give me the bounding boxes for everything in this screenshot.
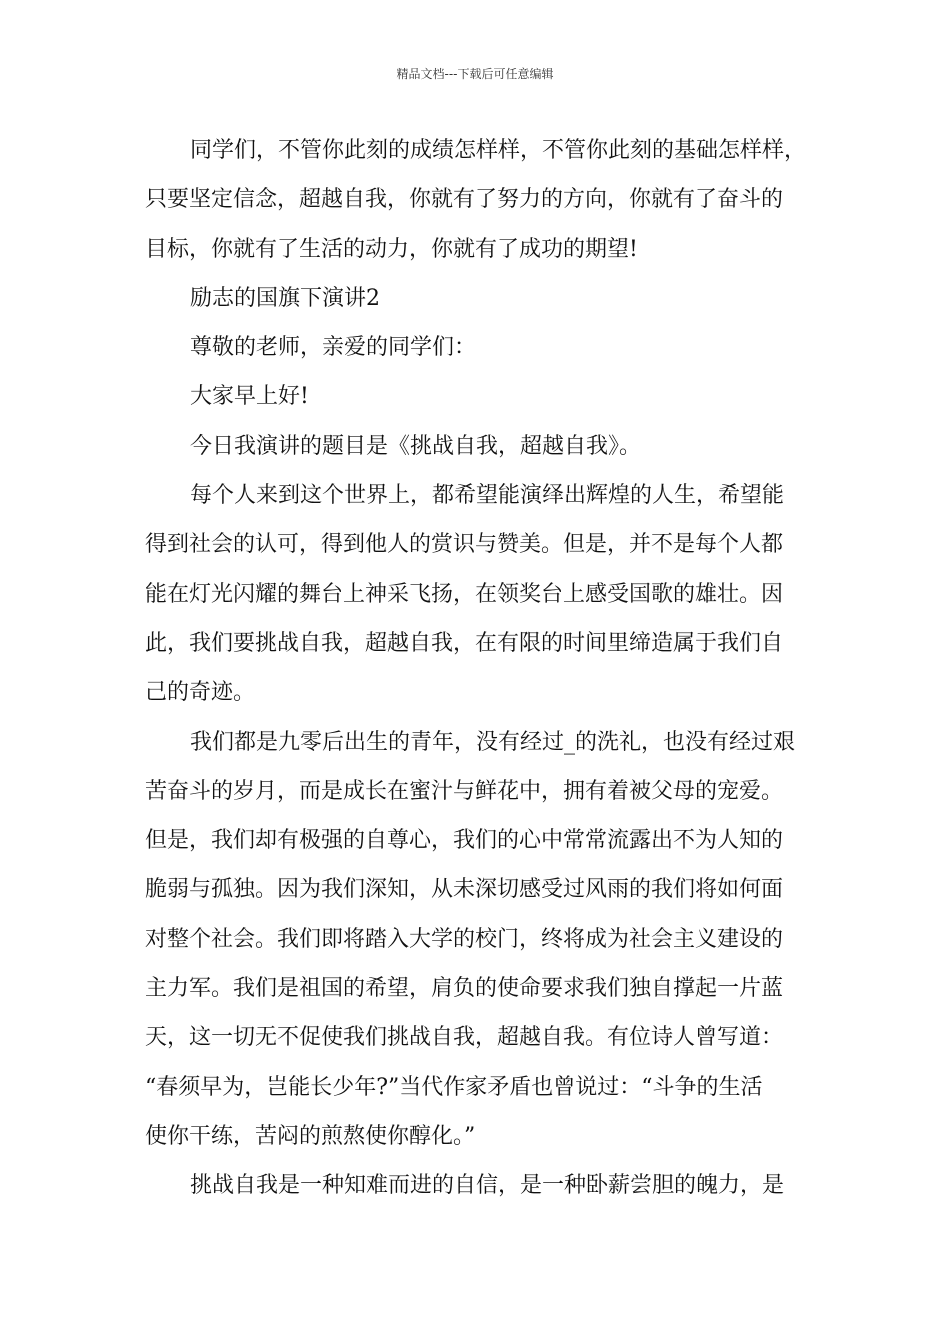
section-title	[145, 274, 807, 323]
text-line: 己的奇迹。	[145, 680, 256, 706]
paragraph-4	[145, 1161, 807, 1210]
text-line: 能在灯光闪耀的舞台上神采飞扬，在领奖台上感受国歌的雄壮。因	[145, 581, 784, 607]
salutation	[145, 323, 807, 372]
text-line: 挑战自我是一种知难而进的自信，是一种卧薪尝胆的魄力，是	[190, 1173, 785, 1199]
paragraph-1	[145, 126, 807, 274]
text-line: 今日我演讲的题目是《挑战自我，超越自我》。	[190, 433, 642, 459]
text-line: 我们都是九零后出生的青年，没有经过_的洗礼，也没有经过艰	[190, 729, 796, 755]
text-line: 大家早上好!	[190, 384, 309, 410]
paragraph-3	[145, 718, 807, 1162]
text-line: 得到社会的认可，得到他人的赏识与赞美。但是，并不是每个人都	[145, 532, 784, 558]
text-line: 使你干练，苦闷的煎熬使你醇化。”	[145, 1123, 476, 1149]
text-line: 目标，你就有了生活的动力，你就有了成功的期望!	[145, 236, 638, 262]
greeting	[145, 372, 807, 421]
text-line: 此，我们要挑战自我，超越自我，在有限的时间里缔造属于我们自	[145, 630, 784, 656]
text-line: 但是，我们却有极强的自尊心，我们的心中常常流露出不为人知的	[145, 828, 784, 854]
speech-topic	[145, 422, 807, 471]
text-line: 天，这一切无不促使我们挑战自我，超越自我。有位诗人曾写道：	[145, 1025, 784, 1051]
paragraph-2	[145, 471, 807, 717]
page-header: 精品文档---下载后可任意编辑	[396, 67, 554, 81]
text-line: 尊敬的老师，亲爱的同学们：	[190, 335, 477, 361]
text-line: 苦奋斗的岁月，而是成长在蜜汁与鲜花中，拥有着被父母的宠爱。	[145, 778, 784, 804]
text-line: 励志的国旗下演讲2	[190, 285, 380, 311]
text-line: 只要坚定信念，超越自我，你就有了努力的方向，你就有了奋斗的	[145, 187, 784, 213]
text-line: 对整个社会。我们即将踏入大学的校门，终将成为社会主义建设的	[145, 926, 784, 952]
text-line: 同学们，不管你此刻的成绩怎样样，不管你此刻的基础怎样样，	[190, 138, 807, 163]
document-body	[145, 126, 807, 1211]
text-line: 主力军。我们是祖国的希望，肩负的使命要求我们独自撑起一片蓝	[145, 976, 784, 1002]
text-line: “春须早为，岂能长少年?”当代作家矛盾也曾说过：“斗争的生活	[145, 1074, 763, 1100]
text-line: 脆弱与孤独。因为我们深知，从未深切感受过风雨的我们将如何面	[145, 877, 784, 903]
text-line: 每个人来到这个世界上，都希望能演绎出辉煌的人生，希望能	[190, 483, 785, 509]
